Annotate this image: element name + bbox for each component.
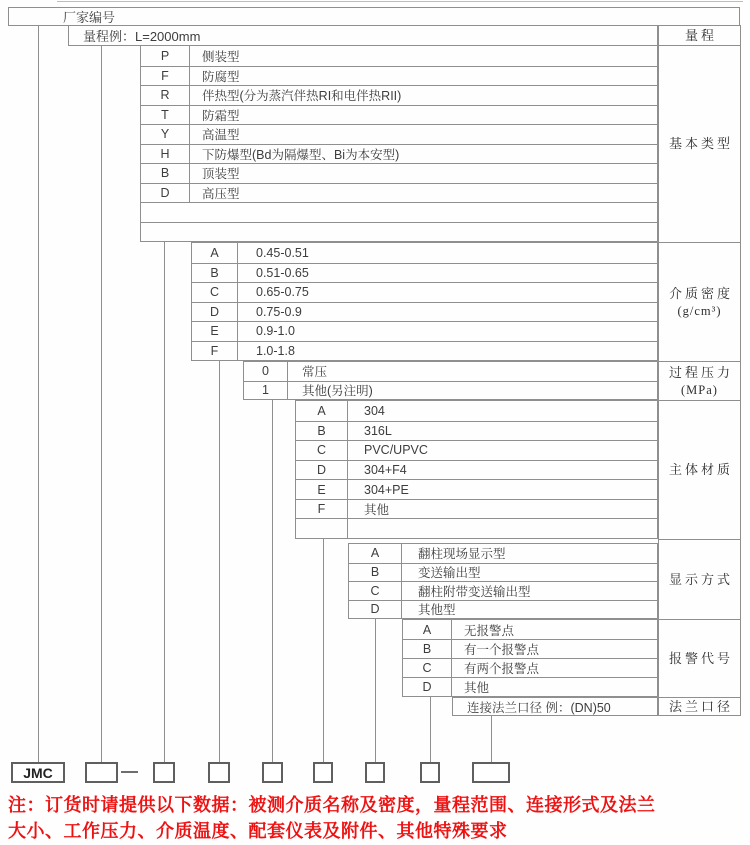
- desc-cell: 0.9-1.0: [256, 324, 295, 339]
- code-separator-dash: [121, 771, 138, 773]
- desc-cell: 1.0-1.8: [256, 343, 295, 358]
- code-cell: H: [141, 145, 190, 164]
- table-row: [244, 381, 657, 400]
- table-row: [192, 302, 657, 322]
- desc-cell: 顶装型: [202, 167, 240, 182]
- code-box-flange: [472, 762, 510, 783]
- table-row: [192, 282, 657, 302]
- desc-cell: 其他(另注明): [302, 384, 373, 399]
- table-row: [141, 222, 657, 242]
- code-box-pressure: [262, 762, 283, 783]
- side-label-unit: (MPa): [681, 383, 718, 397]
- code-cell: C: [296, 441, 348, 460]
- connector-line: [323, 539, 324, 762]
- side-label-display: [659, 539, 740, 619]
- order-note: [8, 793, 746, 844]
- table-row: [141, 66, 657, 86]
- table-row: [296, 499, 657, 519]
- desc-cell: 316L: [364, 423, 392, 438]
- desc-cell: 有一个报警点: [464, 643, 540, 657]
- manufacturer-number-box: [8, 7, 740, 26]
- table-row: [349, 600, 657, 619]
- code-cell: C: [349, 582, 402, 600]
- code-cell: C: [403, 659, 452, 677]
- table-row: [296, 440, 657, 460]
- side-label-text: 量程: [684, 27, 717, 43]
- connector-line: [219, 361, 220, 762]
- table-row: [403, 658, 657, 677]
- side-label-pressure: [659, 361, 740, 400]
- code-cell: A: [403, 620, 452, 639]
- table-row: [192, 321, 657, 341]
- table-row: [192, 243, 657, 263]
- desc-cell: 0.75-0.9: [256, 304, 302, 319]
- manufacturer-number-label: 厂家编号: [63, 10, 116, 25]
- desc-cell: 无报警点: [464, 623, 515, 638]
- table-row: [141, 105, 657, 125]
- desc-cell: 高压型: [202, 186, 240, 201]
- side-label-text: 主体材质: [668, 462, 733, 477]
- code-cell: F: [296, 500, 348, 519]
- range-example-label: 量程例：L=2000mm: [83, 29, 201, 44]
- code-box-display: [365, 762, 385, 783]
- connector-line: [164, 242, 165, 762]
- desc-cell: 其他型: [418, 603, 456, 618]
- table-row: [141, 46, 657, 66]
- code-cell: B: [403, 640, 452, 658]
- table-row: [403, 620, 657, 639]
- side-label-material: [659, 400, 740, 539]
- section-alarm-table: [402, 619, 658, 697]
- desc-cell: 其他: [464, 681, 490, 695]
- side-label-text: 显示方式: [668, 571, 733, 587]
- desc-cell: 高温型: [202, 128, 240, 143]
- code-box-basic-type: [153, 762, 175, 783]
- desc-cell: 变送输出型: [418, 566, 481, 581]
- code-box-density: [208, 762, 230, 783]
- table-row: [141, 183, 657, 203]
- table-row: [349, 544, 657, 563]
- desc-cell: 翻柱附带变送输出型: [418, 584, 531, 599]
- connector-line: [375, 619, 376, 762]
- desc-cell: 304+F4: [364, 462, 407, 477]
- desc-cell: 下防爆型(Bd为隔爆型、Bi为本安型): [202, 147, 400, 162]
- table-row: [453, 698, 657, 715]
- code-box-alarm: [420, 762, 440, 783]
- code-cell: P: [141, 46, 190, 66]
- top-crop-line: [57, 1, 743, 2]
- code-cell: B: [296, 422, 348, 441]
- desc-cell: 0.65-0.75: [256, 285, 309, 300]
- table-row: [244, 362, 657, 381]
- table-row: [349, 563, 657, 582]
- side-label-range: [659, 26, 740, 45]
- side-label-text: 过程压力: [668, 365, 733, 380]
- desc-cell: 304+PE: [364, 482, 409, 497]
- order-note-line1: 注：订货时请提供以下数据：被测介质名称及密度，量程范围、连接形式及法兰: [8, 795, 656, 815]
- desc-cell: 连接法兰口径 例：(DN)50: [467, 700, 611, 715]
- side-label-text: 报警代号: [668, 650, 733, 666]
- code-cell: E: [296, 480, 348, 499]
- table-row: [296, 401, 657, 421]
- code-cell: 0: [244, 362, 288, 381]
- code-cell: A: [296, 401, 348, 421]
- desc-cell: 304: [364, 403, 385, 418]
- side-label-alarm: [659, 619, 740, 697]
- code-cell: 1: [244, 382, 288, 400]
- order-note-line2: 大小、工作压力、介质温度、配套仪表及附件、其他特殊要求: [8, 820, 508, 841]
- table-row: [403, 677, 657, 696]
- code-cell: D: [403, 678, 452, 696]
- code-box-model: JMC: [11, 762, 65, 783]
- section-flange-table: [452, 697, 658, 716]
- side-label-flange: [659, 697, 740, 715]
- connector-line: [38, 25, 39, 762]
- section-density-table: [191, 242, 658, 361]
- table-row: [349, 581, 657, 600]
- code-cell: T: [141, 106, 190, 125]
- code-cell: F: [192, 342, 238, 361]
- desc-cell: 翻柱现场显示型: [418, 547, 506, 562]
- table-row: [141, 124, 657, 144]
- side-label-text: 法兰口径: [668, 698, 733, 714]
- code-cell: [141, 223, 190, 242]
- connector-line: [272, 400, 273, 762]
- side-label-density: [659, 242, 740, 361]
- connector-line: [101, 45, 102, 762]
- code-cell: D: [296, 461, 348, 480]
- table-row: [296, 460, 657, 480]
- code-cell: C: [192, 283, 238, 302]
- code-cell: R: [141, 86, 190, 105]
- table-row: [296, 421, 657, 441]
- table-row: [192, 263, 657, 283]
- code-cell: B: [349, 564, 402, 582]
- code-cell: B: [192, 264, 238, 283]
- desc-cell: 防腐型: [202, 69, 240, 84]
- code-cell: F: [141, 67, 190, 86]
- side-label-text: 基本类型: [668, 136, 733, 151]
- code-cell: [296, 519, 348, 538]
- table-row: [403, 639, 657, 658]
- table-row: [141, 85, 657, 105]
- side-label-text: 介质密度: [668, 286, 733, 301]
- table-row: [141, 163, 657, 183]
- desc-cell: 伴热型(分为蒸汽伴热RI和电伴热RII): [202, 89, 402, 104]
- desc-cell: 0.51-0.65: [256, 265, 309, 280]
- code-cell: Y: [141, 125, 190, 144]
- code-cell: A: [192, 243, 238, 263]
- side-label-basic-type: [659, 45, 740, 242]
- table-row: [296, 518, 657, 538]
- table-row: [296, 479, 657, 499]
- section-material-table: [295, 400, 658, 539]
- table-row: [141, 202, 657, 222]
- table-row: [141, 144, 657, 164]
- code-cell: D: [192, 303, 238, 322]
- desc-cell: 常压: [302, 365, 328, 380]
- connector-line: [491, 716, 492, 762]
- desc-cell: 0.45-0.51: [256, 245, 309, 260]
- desc-cell: 其他: [364, 503, 390, 518]
- desc-cell: 防霜型: [202, 108, 240, 123]
- side-label-column: [658, 25, 741, 716]
- desc-cell: PVC/UPVC: [364, 443, 428, 458]
- table-row: [192, 341, 657, 361]
- code-cell: E: [192, 322, 238, 341]
- side-label-unit: (g/cm³): [677, 304, 722, 318]
- code-cell: D: [349, 601, 402, 619]
- section-display-table: [348, 543, 658, 619]
- desc-cell: 侧装型: [202, 49, 240, 64]
- code-cell: D: [141, 184, 190, 203]
- code-cell: [141, 203, 190, 222]
- code-box-material: [313, 762, 333, 783]
- range-example-row: [68, 25, 658, 46]
- connector-line: [430, 697, 431, 762]
- section-pressure-table: [243, 361, 658, 400]
- desc-cell: 有两个报警点: [464, 662, 540, 676]
- section-basic-type-table: [140, 45, 658, 242]
- code-box-range: [85, 762, 118, 783]
- code-cell: B: [141, 164, 190, 183]
- code-cell: A: [349, 544, 402, 563]
